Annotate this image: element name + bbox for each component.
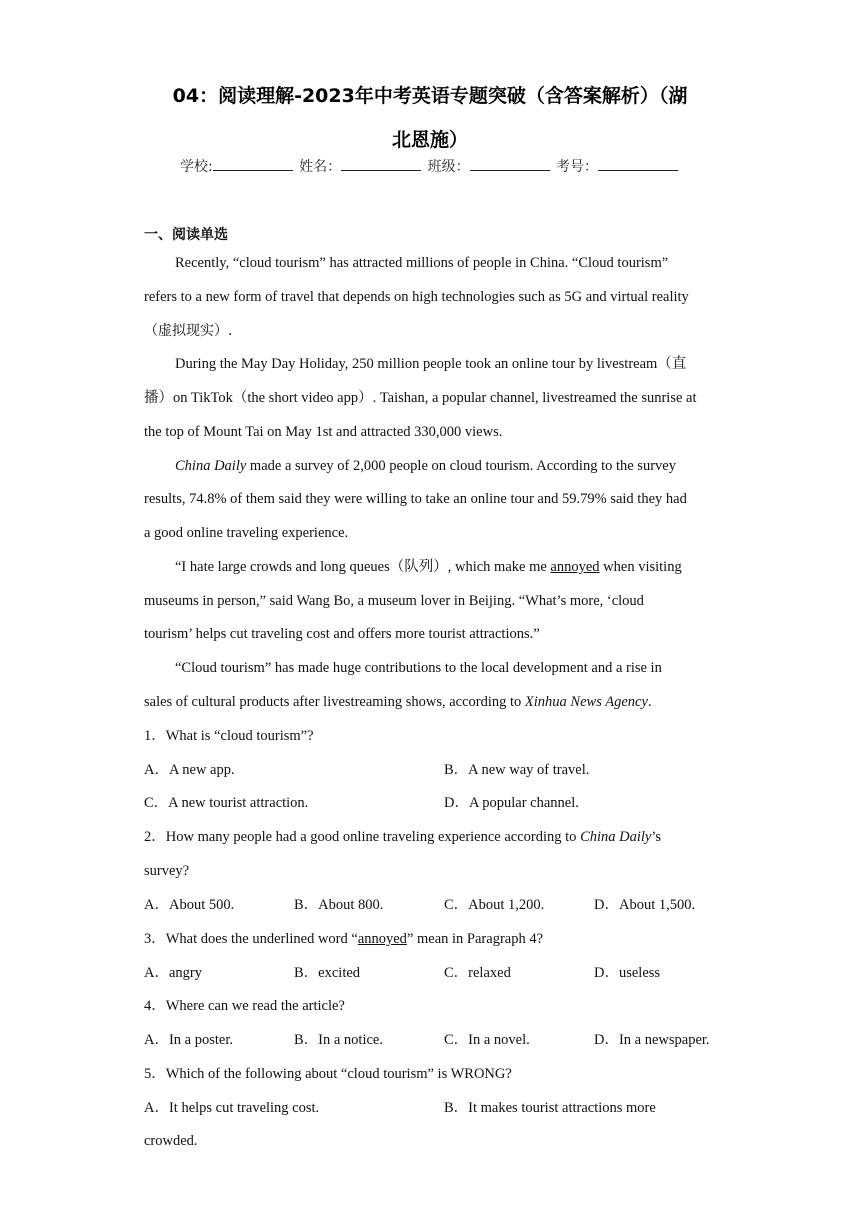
question-text: 3．What does the underlined word “ — [144, 931, 358, 947]
passage-line: （虚拟现实）. — [144, 323, 233, 339]
exam-no-label: 考号： — [556, 159, 599, 175]
passage-line: the top of Mount Tai on May 1st and attracted 330,000 views. — [144, 424, 503, 440]
option-b[interactable]: B．In a notice. — [294, 1032, 383, 1048]
option-c[interactable]: C．In a novel. — [444, 1032, 530, 1048]
exam-no-blank[interactable] — [598, 156, 678, 171]
passage-line: results, 74.8% of them said they were willing to take an online tour and 59.79% said they had — [144, 491, 687, 507]
option-d[interactable]: D．A popular channel. — [444, 795, 579, 811]
class-label: 班级： — [427, 159, 470, 175]
passage-line: museums in person,” said Wang Bo, a museum lover in Beijing. “What’s more, ‘cloud — [144, 593, 644, 609]
option-d[interactable]: D．useless — [594, 965, 661, 981]
passage-line: tourism’ helps cut traveling cost and offers more tourist attractions.” — [144, 626, 540, 642]
source-title: Xinhua News Agency — [524, 694, 648, 710]
passage-line: “Cloud tourism” has made huge contributions to the local development and a rise in — [175, 660, 662, 676]
passage-text: sales of cultural products after livestreaming shows, according to — [144, 694, 525, 710]
option-a[interactable]: A．About 500. — [144, 897, 235, 913]
passage-line: 播）on TikTok（the short video app）. Taishan, a popular channel, livestreamed the sunrise at — [144, 390, 697, 406]
title-line-1: 04：阅读理解-2023年中考英语专题突破（含答案解析）（湖 — [172, 85, 688, 107]
question-text: 2．How many people had a good online traveling experience according to — [144, 829, 581, 845]
option-a[interactable]: A．angry — [144, 965, 202, 981]
underlined-word: annoyed — [357, 931, 407, 947]
passage-line — [144, 692, 652, 712]
question-stem: 5．Which of the following about “cloud tourism” is WRONG? — [144, 1066, 512, 1082]
school-blank[interactable] — [213, 156, 293, 171]
question-text: ’s — [651, 829, 662, 845]
passage-line: Recently, “cloud tourism” has attracted millions of people in China. “Cloud tourism” — [175, 255, 669, 271]
document-title — [140, 74, 720, 162]
option-a[interactable]: A．In a poster. — [144, 1032, 233, 1048]
option-d[interactable]: D．About 1,500. — [594, 897, 696, 913]
name-label: 姓名： — [299, 159, 342, 175]
option-b[interactable]: B．It makes tourist attractions more — [444, 1100, 656, 1116]
passage-text: when visiting — [599, 559, 682, 575]
passage-line: During the May Day Holiday, 250 million people took an online tour by livestream（直 — [175, 356, 687, 372]
school-label: 学校: — [179, 159, 213, 175]
passage-line: a good online traveling experience. — [144, 525, 349, 541]
option-d[interactable]: D．In a newspaper. — [594, 1032, 710, 1048]
passage-text: made a survey of 2,000 people on cloud tourism. According to the survey — [246, 458, 676, 474]
option-c[interactable]: C．relaxed — [444, 965, 511, 981]
option-a[interactable]: A．A new app. — [144, 762, 235, 778]
student-info — [0, 156, 860, 178]
passage-text: . — [647, 694, 652, 710]
title-line-2: 北恩施） — [391, 129, 468, 151]
question-stem — [144, 827, 661, 847]
question-stem: 4．Where can we read the article? — [144, 998, 345, 1014]
section-heading: 一、阅读单选 — [144, 227, 228, 243]
class-blank[interactable] — [470, 156, 550, 171]
question-text: ” mean in Paragraph 4? — [406, 931, 544, 947]
name-blank[interactable] — [341, 156, 421, 171]
question-stem-cont: survey? — [144, 863, 190, 879]
question-stem: 1．What is “cloud tourism”? — [144, 728, 314, 744]
underlined-word: annoyed — [550, 559, 600, 575]
option-a[interactable]: A．It helps cut traveling cost. — [144, 1100, 320, 1116]
passage-line: refers to a new form of travel that depends on high technologies such as 5G and virtual reality — [144, 289, 689, 305]
passage-line — [175, 456, 676, 476]
passage-text: “I hate large crowds and long queues（队列）, which make me — [175, 559, 551, 575]
option-b[interactable]: B．A new way of travel. — [444, 762, 590, 778]
option-c[interactable]: C．A new tourist attraction. — [144, 795, 309, 811]
passage-line — [175, 557, 682, 577]
option-b-cont: crowded. — [144, 1133, 198, 1149]
option-c[interactable]: C．About 1,200. — [444, 897, 545, 913]
source-title: China Daily — [580, 829, 652, 845]
option-b[interactable]: B．excited — [294, 965, 361, 981]
question-stem — [144, 929, 543, 949]
option-b[interactable]: B．About 800. — [294, 897, 384, 913]
source-title: China Daily — [175, 458, 247, 474]
